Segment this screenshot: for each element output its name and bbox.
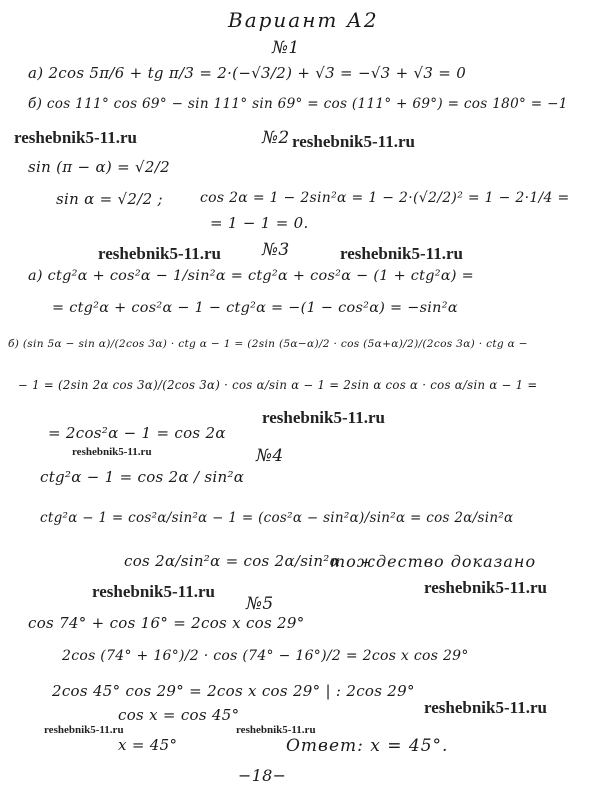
task5-line1: cos 74° + cos 16° = 2cos x cos 29° [28,614,305,632]
watermark: reshebnik5-11.ru [236,724,316,736]
watermark: reshebnik5-11.ru [92,582,215,601]
task3-line4: − 1 = (2sin 2α cos 3α)/(2cos 3α) · cos α/sin α − 1 = 2sin α cos α · cos α/sin α − 1 = [18,378,538,392]
task1-line-b: б) cos 111° cos 69° − sin 111° sin 69° = cos (111° + 69°) = cos 180° = −1 [28,96,568,112]
task5-number: №5 [246,594,274,614]
watermark: reshebnik5-11.ru [424,578,547,597]
task3-line5: = 2cos²α − 1 = cos 2α [48,424,226,442]
task4-proved: тождество доказано [330,552,537,571]
watermark: reshebnik5-11.ru [14,128,137,147]
watermark: reshebnik5-11.ru [72,446,152,458]
task5-line2: 2cos (74° + 16°)/2 · cos (74° − 16°)/2 = 2cos x cos 29° [62,648,469,664]
task2-line4: = 1 − 1 = 0. [210,214,309,232]
task2-line1: sin (π − α) = √2/2 [28,158,170,176]
watermark: reshebnik5-11.ru [98,244,221,263]
task2-number: №2 [262,128,290,148]
task3-line3: б) (sin 5α − sin α)/(2cos 3α) · ctg α − 1 = (2sin (5α−α)/2 · cos (5α+α)/2)/(2cos 3α) · ctg α − [8,338,528,350]
task1-line-a: а) 2cos 5π/6 + tg π/3 = 2·(−√3/2) + √3 = −√3 + √3 = 0 [28,64,467,82]
page-number: −18− [238,766,287,785]
task5-line5: x = 45° [118,736,178,754]
task3-line1: а) ctg²α + cos²α − 1/sin²α = ctg²α + cos²α − (1 + ctg²α) = [28,268,474,284]
watermark: reshebnik5-11.ru [292,132,415,151]
task4-number: №4 [256,446,284,466]
task2-line2: sin α = √2/2 ; [56,190,163,208]
task3-number: №3 [262,240,290,260]
task5-line3: 2cos 45° cos 29° = 2cos x cos 29° | : 2cos 29° [52,682,415,700]
task5-answer: Ответ: x = 45°. [286,736,449,756]
task4-line1: ctg²α − 1 = cos 2α / sin²α [40,468,245,486]
variant-title: Вариант А2 [228,8,379,32]
watermark: reshebnik5-11.ru [340,244,463,263]
task5-line4: cos x = cos 45° [118,706,240,724]
task1-number: №1 [272,38,300,58]
watermark: reshebnik5-11.ru [424,698,547,717]
task4-line3: cos 2α/sin²α = cos 2α/sin²α [124,552,341,570]
task3-line2: = ctg²α + cos²α − 1 − ctg²α = −(1 − cos²α) = −sin²α [52,300,458,316]
task2-line3: cos 2α = 1 − 2sin²α = 1 − 2·(√2/2)² = 1 − 2·1/4 = [200,190,570,206]
task4-line2: ctg²α − 1 = cos²α/sin²α − 1 = (cos²α − sin²α)/sin²α = cos 2α/sin²α [40,510,514,526]
watermark: reshebnik5-11.ru [44,724,124,736]
watermark: reshebnik5-11.ru [262,408,385,427]
